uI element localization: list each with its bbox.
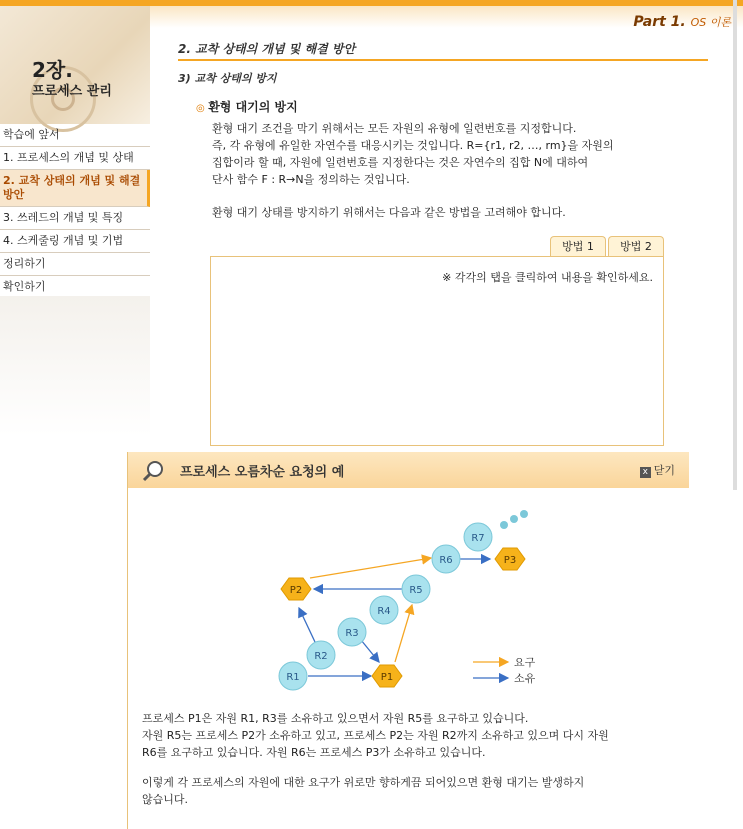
close-icon: x: [640, 467, 651, 478]
popup-line: 자원 R5는 프로세스 P2가 소유하고 있고, 프로세스 P2는 자원 R2까지 소유하고 있으며 다시 자원: [142, 729, 609, 742]
popup-title: 프로세스 오름차순 요청의 예: [180, 465, 345, 480]
svg-text:R7: R7: [471, 533, 485, 544]
scroll-divider: [733, 0, 737, 490]
para-line: 집합이라 할 때, 자원에 일련번호를 지정한다는 것은 자연수의 집합 N에 대하여: [212, 156, 589, 169]
popup-line: 이렇게 각 프로세스의 자원에 대한 요구가 위로만 향하게끔 되어있으면 환형 대기는 발생하지: [142, 776, 585, 789]
sidebar-item-3[interactable]: 3. 쓰레드의 개념 및 특징: [0, 207, 150, 230]
svg-text:R3: R3: [345, 628, 359, 639]
sidebar-item-2[interactable]: 2. 교착 상태의 개념 및 해결 방안: [0, 170, 150, 207]
sidebar-item-4[interactable]: 4. 스케줄링 개념 및 기법: [0, 230, 150, 253]
magnifier-icon: [142, 459, 166, 483]
paragraph-2: 환형 대기 상태를 방지하기 위해서는 다음과 같은 방법을 고려해야 합니다.: [212, 206, 566, 219]
paragraph-1: [212, 120, 614, 188]
para-line: 환형 대기 조건을 막기 위해서는 모든 자원의 유형에 일련번호를 지정합니다.: [212, 122, 577, 135]
legend-hold-label: 소유: [514, 672, 536, 685]
dot-icon: [510, 515, 518, 523]
edge-r3-p1: [361, 640, 379, 662]
subsection-title: 3) 교착 상태의 방지: [178, 72, 277, 85]
panel-message: ※ 각각의 탭을 클릭하여 내용을 확인하세요.: [442, 271, 653, 284]
process-p1: [372, 665, 402, 687]
svg-text:R2: R2: [314, 651, 328, 662]
resource-allocation-diagram: [128, 492, 689, 702]
svg-text:R5: R5: [409, 585, 423, 596]
popup-header: [128, 452, 689, 488]
legend-request-label: 요구: [514, 656, 536, 669]
sidebar-item-summary[interactable]: 정리하기: [0, 253, 150, 276]
chapter-number: 2장.: [32, 58, 73, 82]
para-line: 단사 함수 F : R→N을 정의하는 것입니다.: [212, 173, 410, 186]
sidebar-menu: [0, 124, 150, 299]
part-label: Part 1. OS 이론: [633, 14, 731, 30]
process-p2: [281, 578, 311, 600]
tab-method-1[interactable]: 방법 1: [550, 236, 606, 257]
chapter-header: [0, 6, 150, 124]
popup-paragraph-1: [142, 710, 682, 761]
resource-r6: [432, 545, 460, 573]
svg-text:R6: R6: [439, 555, 453, 566]
sidebar-item-intro[interactable]: 학습에 앞서: [0, 124, 150, 147]
sidebar-item-check[interactable]: 확인하기: [0, 276, 150, 299]
edge-r2-p2: [299, 608, 315, 642]
resource-r5: [402, 575, 430, 603]
resource-r2: [307, 641, 335, 669]
resource-r7: [464, 523, 492, 551]
resource-r3: [338, 618, 366, 646]
dot-icon: [520, 510, 528, 518]
dot-icon: [500, 521, 508, 529]
header-band: [150, 6, 743, 28]
tab-method-2[interactable]: 방법 2: [608, 236, 664, 257]
bullet-title: ◎ 환형 대기의 방지: [196, 98, 298, 115]
svg-text:P3: P3: [503, 555, 517, 566]
svg-text:R4: R4: [377, 606, 391, 617]
popup-paragraph-2: [142, 774, 682, 808]
process-p3: [495, 548, 525, 570]
resource-r4: [370, 596, 398, 624]
popup-line: 프로세스 P1은 자원 R1, R3를 소유하고 있으면서 자원 R5를 요구하고 있습니다.: [142, 712, 529, 725]
sidebar-fade: [0, 296, 150, 436]
chapter-title: 프로세스 관리: [32, 84, 112, 99]
popup-window: [127, 452, 689, 829]
section-title: 2. 교착 상태의 개념 및 해결 방안: [178, 40, 708, 61]
svg-text:R1: R1: [286, 672, 300, 683]
svg-text:P1: P1: [380, 672, 394, 683]
resource-r1: [279, 662, 307, 690]
popup-line: 않습니다.: [142, 793, 189, 806]
para-line: 즉, 각 유형에 유일한 자연수를 대응시키는 것입니다. R={r1, r2, …, rm}을 자원의: [212, 139, 614, 152]
svg-text:P2: P2: [289, 585, 303, 596]
sidebar-item-1[interactable]: 1. 프로세스의 개념 및 상태: [0, 147, 150, 170]
close-button[interactable]: x 닫기: [640, 462, 675, 478]
popup-line: R6를 요구하고 있습니다. 자원 R6는 프로세스 P3가 소유하고 있습니다.: [142, 746, 486, 759]
tab-content-panel: [210, 256, 664, 446]
